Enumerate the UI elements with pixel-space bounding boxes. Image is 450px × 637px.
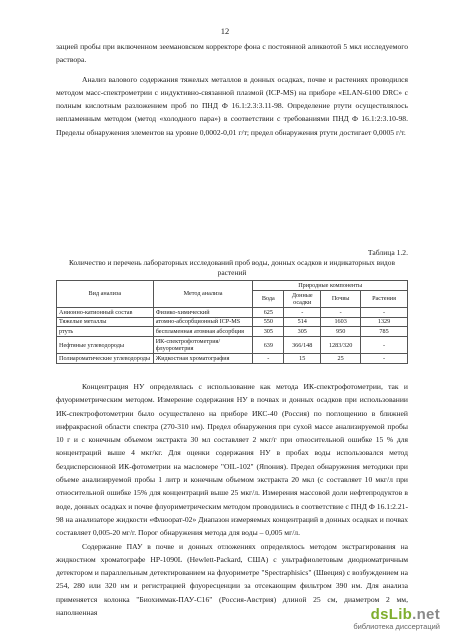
top-text-block <box>56 40 408 139</box>
logo-subtitle: библиотека диссертаций <box>353 622 440 631</box>
cell-sediments: 15 <box>284 354 321 364</box>
cell-method: Жидкостная хроматография <box>153 354 253 364</box>
cell-water: 305 <box>253 327 284 337</box>
cell-sediments: - <box>284 307 321 317</box>
bottom-text-block <box>56 380 408 619</box>
cell-water: 625 <box>253 307 284 317</box>
cell-sediments: 366/148 <box>284 337 321 354</box>
cell-plants: - <box>361 337 408 354</box>
cell-soil: 1283/320 <box>321 337 361 354</box>
table-row <box>57 317 408 327</box>
cell-analysis: Полиароматические углеводороды <box>57 354 154 364</box>
page-number: 12 <box>220 26 230 36</box>
cell-soil: 1603 <box>321 317 361 327</box>
logo-name <box>353 606 440 623</box>
cell-soil: 25 <box>321 354 361 364</box>
cell-method: ИК-спектрофотометрия/ флуорометрия <box>153 337 253 354</box>
table-row <box>57 354 408 364</box>
table-header-row <box>57 281 408 291</box>
cell-analysis: Нефтяные углеводороды <box>57 337 154 354</box>
logo-name-main: dsLib <box>370 606 413 623</box>
table-number: Таблица 1.2. <box>367 248 408 257</box>
logo-name-tld: .net <box>412 606 440 623</box>
table-row <box>57 327 408 337</box>
paragraph-continuation: зацией пробы при включенном зеемановском корректоре фона с постоянной аликвотой 5 мкл исследуемого раствора. <box>56 42 408 65</box>
cell-water: 639 <box>253 337 284 354</box>
site-logo <box>353 606 440 631</box>
table-row <box>57 307 408 317</box>
cell-plants: - <box>361 354 408 364</box>
cell-plants: 1329 <box>361 317 408 327</box>
header-analysis: Вид анализа <box>57 281 154 308</box>
header-soil: Почвы <box>321 290 361 307</box>
cell-method: Физико-химический <box>153 307 253 317</box>
header-method: Метод анализа <box>153 281 253 308</box>
header-plants: Растения <box>361 290 408 307</box>
cell-analysis: ртуть <box>57 327 154 337</box>
cell-method: беспламенная атомная абсорбция <box>153 327 253 337</box>
paragraph-heavy-metals: Анализ валового содержания тяжелых металлов в донных осадках, почве и растениях проводился методом масс-спектрометрии с индуктивно-связанной плазмой (ICP-MS) на приборе «ELAN-6100 DRC» с полным кислотным разложением проб по ПНД Ф 16.1:2.3:3.11-98. Определение ртути осуществлялось непламенным методом (метод «холодного пара») в соответствии с требованиями ПНД Ф 16.1:2:3.10-98. Пределы обнаружения элементов на уровне 0,0002-0,01 г/т; предел обнаружения ртути достигает 0,0005 г/т. <box>56 74 408 137</box>
cell-plants: 785 <box>361 327 408 337</box>
cell-sediments: 305 <box>284 327 321 337</box>
cell-method: атомно-абсорбционный ICP-MS <box>153 317 253 327</box>
cell-plants: - <box>361 307 408 317</box>
header-water: Вода <box>253 290 284 307</box>
cell-soil: - <box>321 307 361 317</box>
paragraph-hydrocarbons: Концентрация НУ определялась с использование как метода ИК-спектрофотометрии, так и флуориметрическим методом. Измерение содержания НУ в почвах и донных осадков при использовании ИК-спектрофотометрии было осуществлено на приборе ИКС-40 (Россия) по поглощению в ближней инфракрасной области спектра (270-310 нм). Предел обнаружения при сухой массе анализируемой пробы 10 г и с конечным объемом экстракта 30 мл составляет 2 мкг/г при относительной ошибке 15 % для концентраций выше 4 мкг/кг. Для оценки содержания НУ в пробах воды использовался метод бездисперсионной ИК-фотометрии на масломере "OIL-102" (Япония). Предел обнаружения методики при объеме анализируемой пробы 1 литр и конечным объемом экстракта 20 мкл (с составляет 10 мкг/л при относительной ошибке 15% для концентраций выше 25 мкг/л. Измерения массовой доли нефтепродуктов в воде, донных осадках и почве флуориметрическим методом проводились в соответствие с ПНД Ф 16.1:2.21-98 на анализаторе жидкости «Флюорат-02» Диапазон измеряемых концентраций в донных осадках и почвах составляет 0,005-20 мг/г. Порог обнаружения метода для воды – 0,005 мг/л. <box>56 382 408 538</box>
paragraph-pah: Содержание ПАУ в почве и донных отложениях определялось методом экстрагирования на жидкостном хроматографе HP-1090L (Hewlett-Packard, США) с ультрафиолетовым диодноматричным детектором и параллельным детектированием на флуориметре "Spectraphisics" (Швеция) с возбуждением на 254, 280 или 320 нм и регистрацией флуоресценции за отсекающим фильтром 390 нм. Для анализа применяется колонка "Биохиммак-ПАУ-С16" (Россия-Австрия) длиной 25 см, диаметром 2 мм, наполненная <box>56 541 408 618</box>
table-row <box>57 337 408 354</box>
header-sediments: Донные осадки <box>284 290 321 307</box>
table-caption: Количество и перечень лабораторных исследований проб воды, донных осадков и индикаторных видов растений <box>69 258 395 277</box>
cell-sediments: 514 <box>284 317 321 327</box>
cell-analysis: Анионно-катионный состав <box>57 307 154 317</box>
cell-water: 550 <box>253 317 284 327</box>
analysis-table <box>56 280 408 364</box>
cell-analysis: Тяжелые металлы <box>57 317 154 327</box>
cell-soil: 950 <box>321 327 361 337</box>
cell-water: - <box>253 354 284 364</box>
header-components: Природные компоненты <box>253 281 408 291</box>
